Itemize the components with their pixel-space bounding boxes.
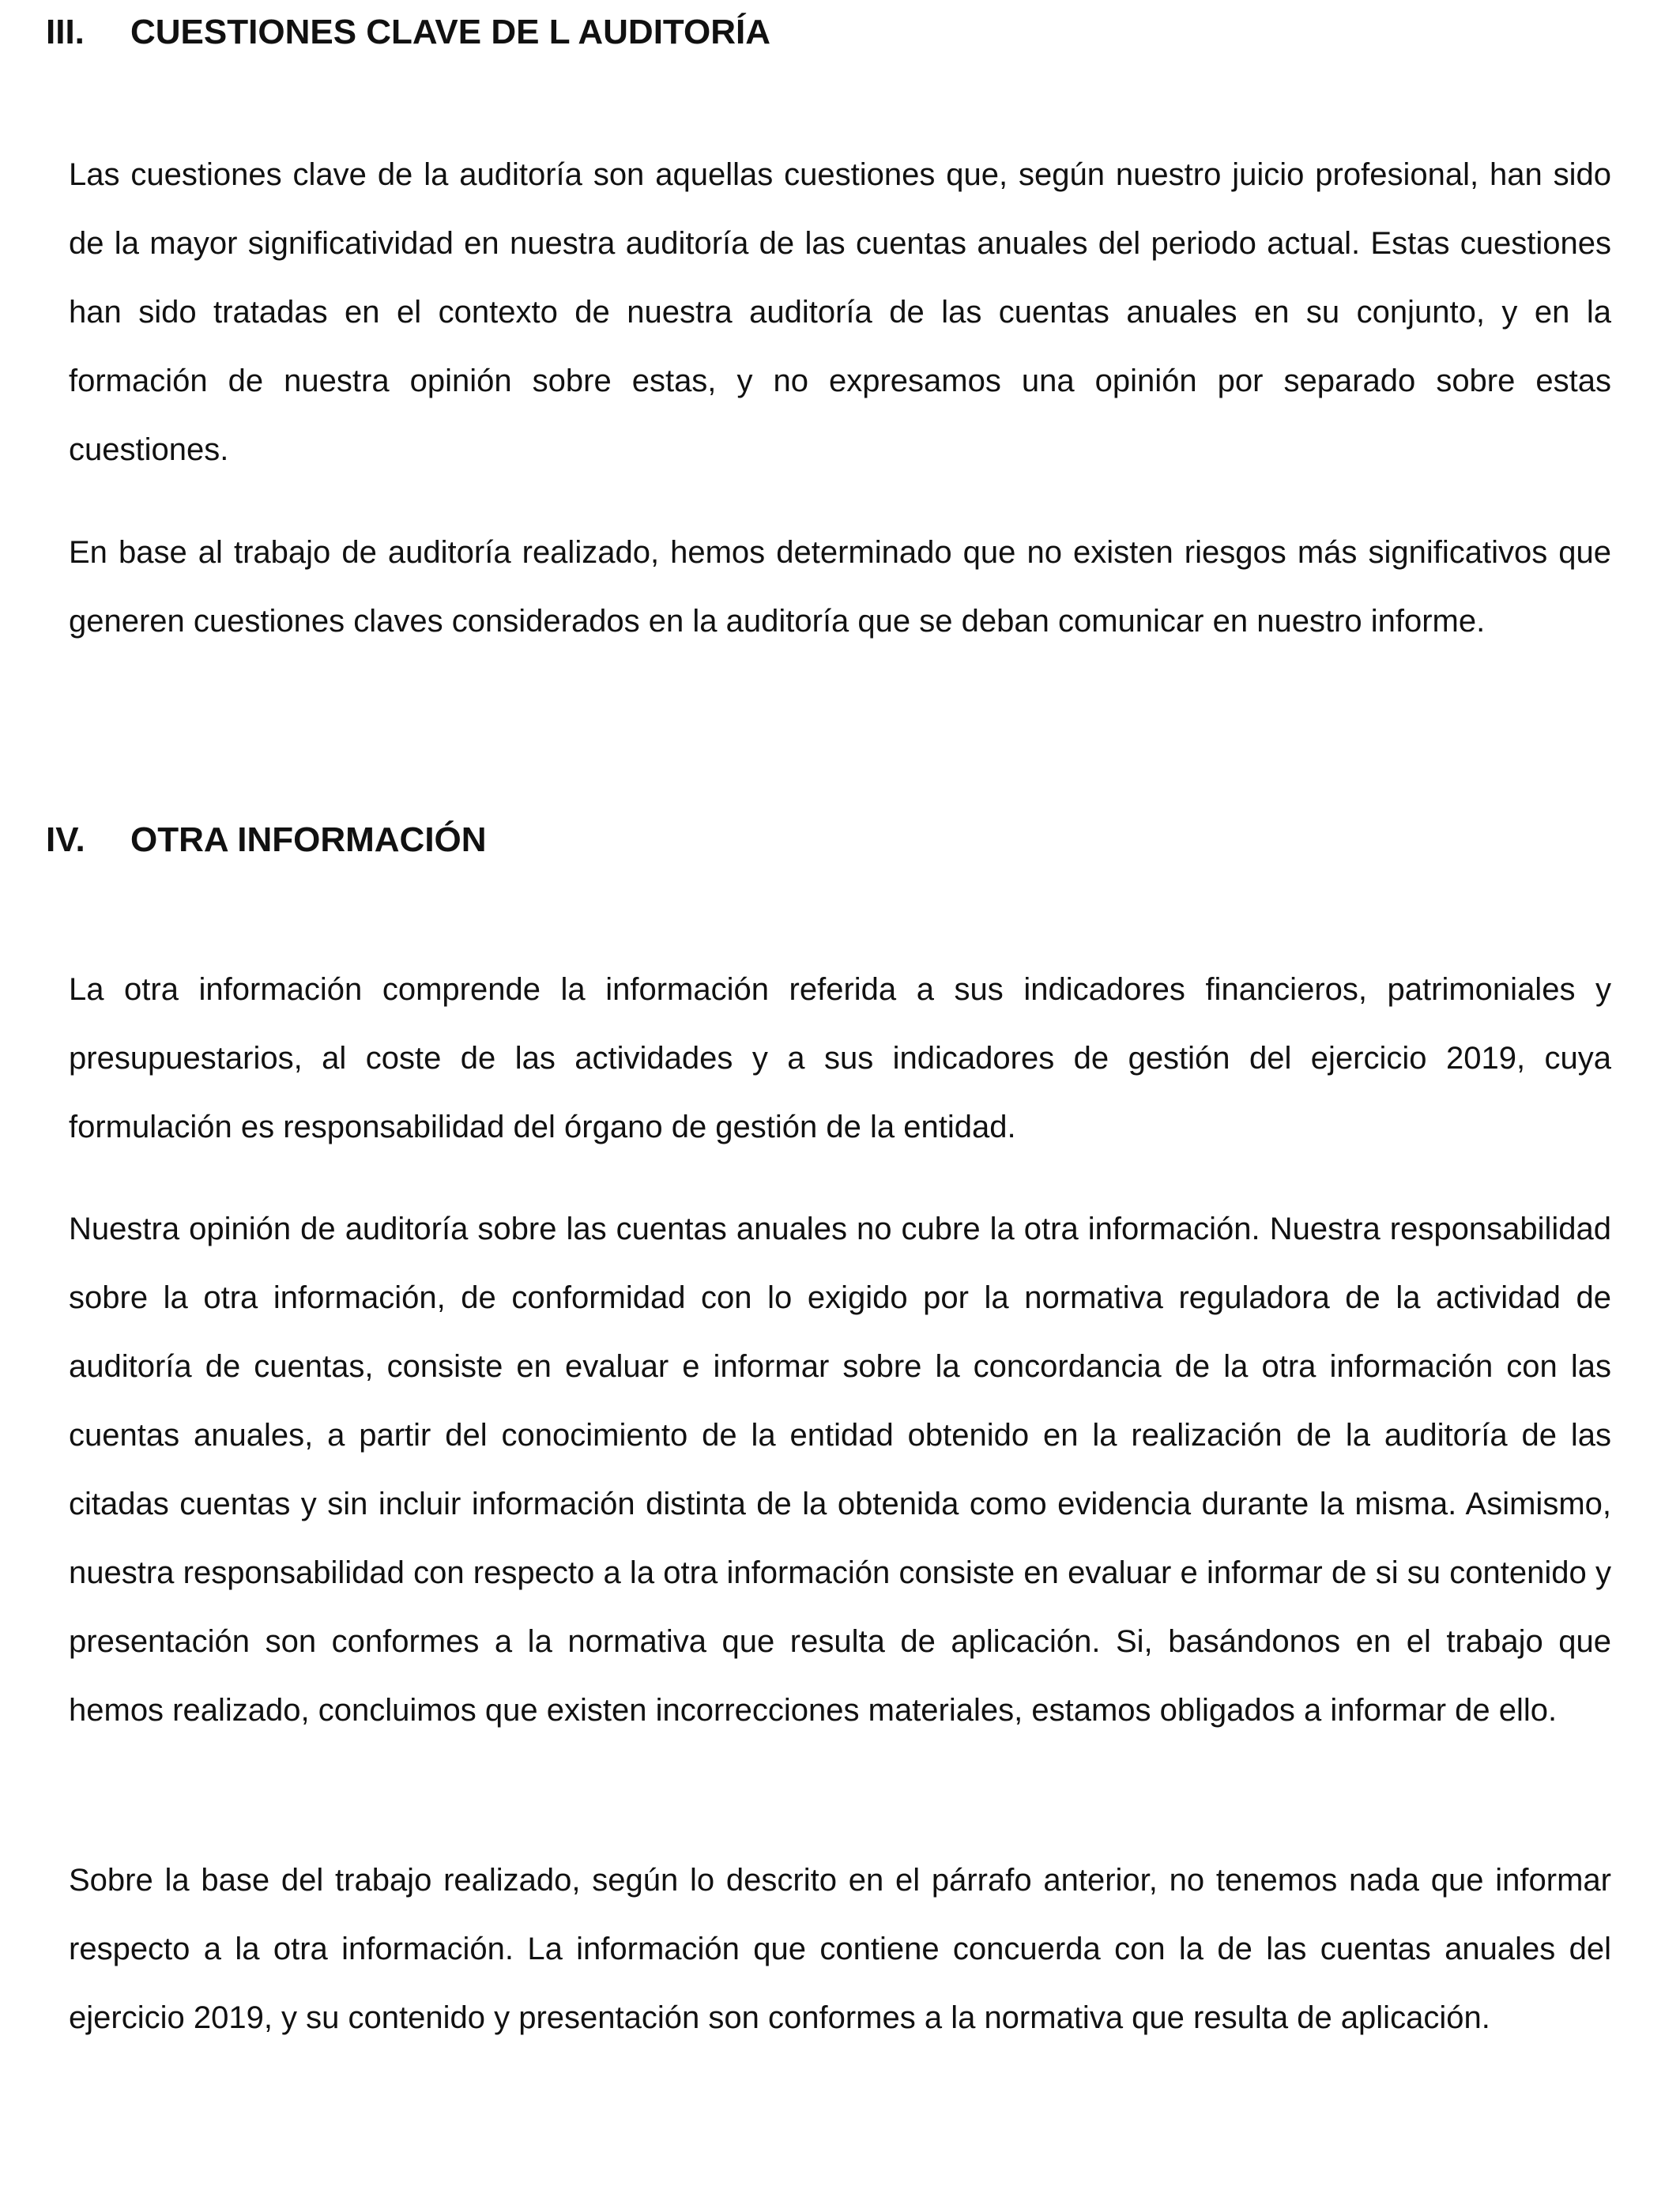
paragraph-other-info-scope: La otra información comprende la información referida a sus indicadores financieros, patrimoniales y presupuestarios, al coste de las actividades y a sus indicadores de gestión del ejercicio 2019, cuya formulación es responsabilidad del órgano de gestión de la entidad.: [69, 972, 1611, 1144]
section-number: IV.: [46, 820, 85, 859]
section-title: OTRA INFORMACIÓN: [130, 820, 487, 859]
paragraph-other-info-responsibility: Nuestra opinión de auditoría sobre las cuentas anuales no cubre la otra información. Nuestra responsabilidad sobre la otra información, de conformidad con lo exigido por la normativa reguladora de la actividad de auditoría de cuentas, consiste en evaluar e informar sobre la concordancia de la otra información con las cuentas anuales, a partir del conocimiento de la entidad obtenido en la realización de la auditoría de las citadas cuentas y sin incluir información distinta de la obtenida como evidencia durante la misma. Asimismo, nuestra responsabilidad con respecto a la otra información consiste en evaluar e informar de si su contenido y presentación son conformes a la normativa que resulta de aplicación. Si, basándonos en el trabajo que hemos realizado, concluimos que existen incorrecciones materiales, estamos obligados a informar de ello.: [69, 1212, 1611, 1728]
paragraph-other-info-conclusion: Sobre la base del trabajo realizado, según lo descrito en el párrafo anterior, no tenemos nada que informar respecto a la otra información. La información que contiene concuerda con la de las cuentas anuales del ejercicio 2019, y su contenido y presentación son conformes a la normativa que resulta de aplicación.: [69, 1863, 1611, 2035]
section-heading-other-information: [46, 816, 487, 864]
section-heading-key-audit-matters: [46, 9, 770, 56]
paragraph-key-matters-definition: Las cuestiones clave de la auditoría son aquellas cuestiones que, según nuestro juicio profesional, han sido de la mayor significatividad en nuestra auditoría de las cuentas anuales del periodo actual. Estas cuestiones han sido tratadas en el contexto de nuestra auditoría de las cuentas anuales en su conjunto, y en la formación de nuestra opinión sobre estas, y no expresamos una opinión por separado sobre estas cuestiones.: [69, 157, 1611, 467]
paragraph-key-matters-conclusion: En base al trabajo de auditoría realizado, hemos determinado que no existen riesgos más significativos que generen cuestiones claves considerados en la auditoría que se deban comunicar en nuestro informe.: [69, 535, 1611, 639]
section-title: CUESTIONES CLAVE DE L AUDITORÍA: [130, 13, 771, 51]
section-number: III.: [46, 13, 85, 51]
